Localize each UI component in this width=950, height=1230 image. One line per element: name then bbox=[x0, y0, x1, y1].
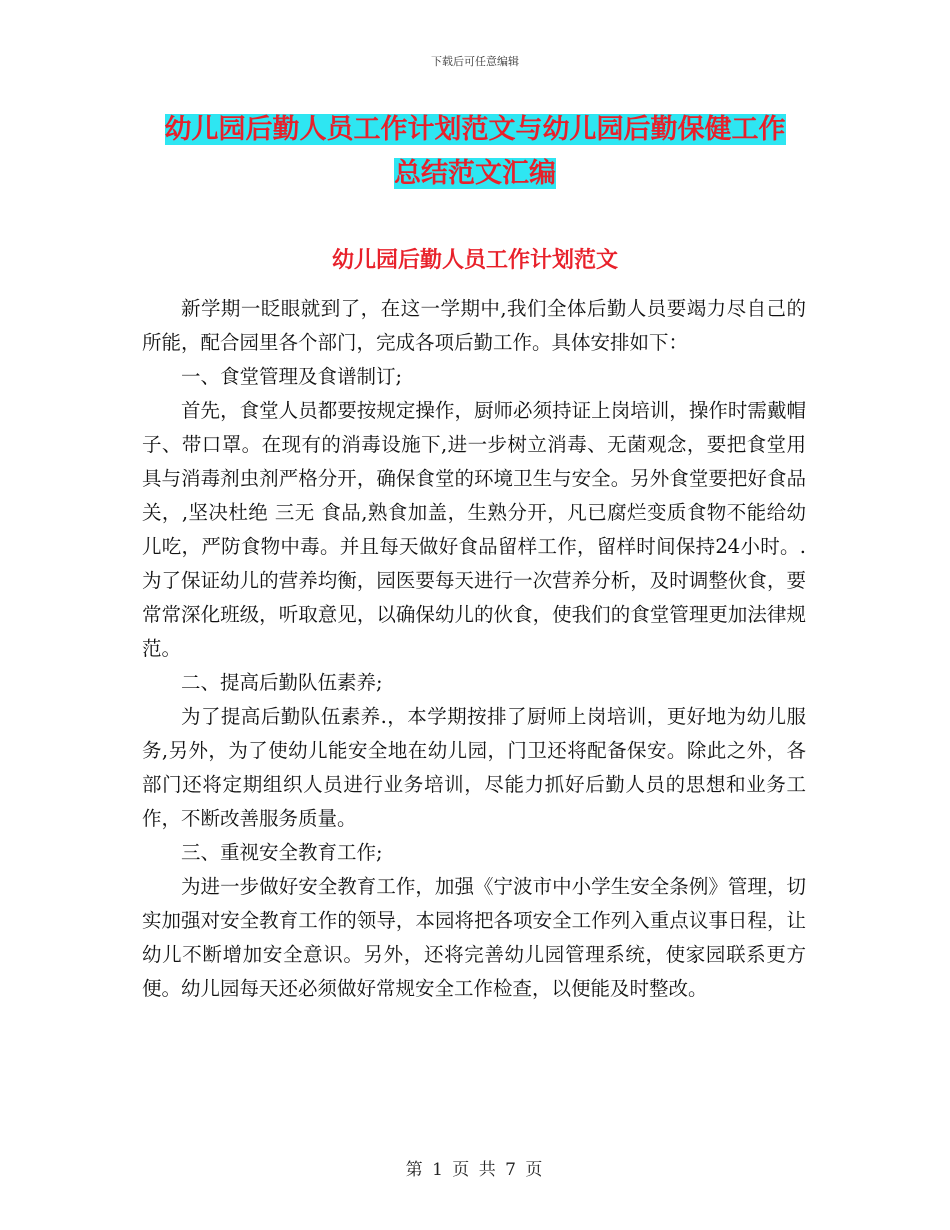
page-number-footer: 第 1 页 共 7 页 bbox=[405, 1160, 545, 1180]
heading-canteen: 一、食堂管理及食谱制订; bbox=[181, 365, 403, 388]
header-note: 下载后可任意编辑 bbox=[431, 55, 519, 68]
document-body bbox=[142, 292, 806, 1006]
document-title bbox=[130, 108, 820, 196]
paragraph-intro: 新学期一眨眼就到了，在这一学期中,我们全体后勤人员要竭力尽自己的所能，配合园里各个部门，完成各项后勤工作。具体安排如下： bbox=[142, 297, 806, 354]
heading-staff: 二、提高后勤队伍素养; bbox=[181, 671, 383, 694]
section-title: 幼儿园后勤人员工作计划范文 bbox=[331, 248, 618, 273]
title-line-2: 总结范文汇编 bbox=[394, 158, 556, 189]
paragraph-staff: 为了提高后勤队伍素养.，本学期按排了厨师上岗培训，更好地为幼儿服务,另外，为了使幼儿能安全地在幼儿园，门卫还将配备保安。除此之外，各部门还将定期组织人员进行业务培训，尽能力抓好后勤人员的思想和业务工作，不断改善服务质量。 bbox=[142, 705, 806, 830]
title-line-1: 幼儿园后勤人员工作计划范文与幼儿园后勤保健工作 bbox=[164, 114, 786, 145]
paragraph-canteen: 首先，食堂人员都要按规定操作，厨师必须持证上岗培训，操作时需戴帽子、带口罩。在现有的消毒设施下,进一步树立消毒、无菌观念，要把食堂用具与消毒剂虫剂严格分开，确保食堂的环境卫生与安全。另外食堂要把好食品关，,坚决杜绝 三无 食品,熟食加盖，生熟分开，凡已腐烂变质食物不能给幼儿吃，严防食物中毒。并且每天做好食品留样工作，留样时间保持24小时。.为了保证幼儿的营养均衡，园医要每天进行一次营养分析，及时调整伙食，要常常深化班级，听取意见，以确保幼儿的伙食，使我们的食堂管理更加法律规范。 bbox=[142, 399, 806, 660]
heading-safety: 三、重视安全教育工作; bbox=[181, 841, 383, 864]
paragraph-safety: 为进一步做好安全教育工作，加强《宁波市中小学生安全条例》管理，切实加强对安全教育工作的领导，本园将把各项安全工作列入重点议事日程，让幼儿不断增加安全意识。另外，还将完善幼儿园管理系统，使家园联系更方便。幼儿园每天还必须做好常规安全工作检查，以便能及时整改。 bbox=[142, 875, 806, 1000]
